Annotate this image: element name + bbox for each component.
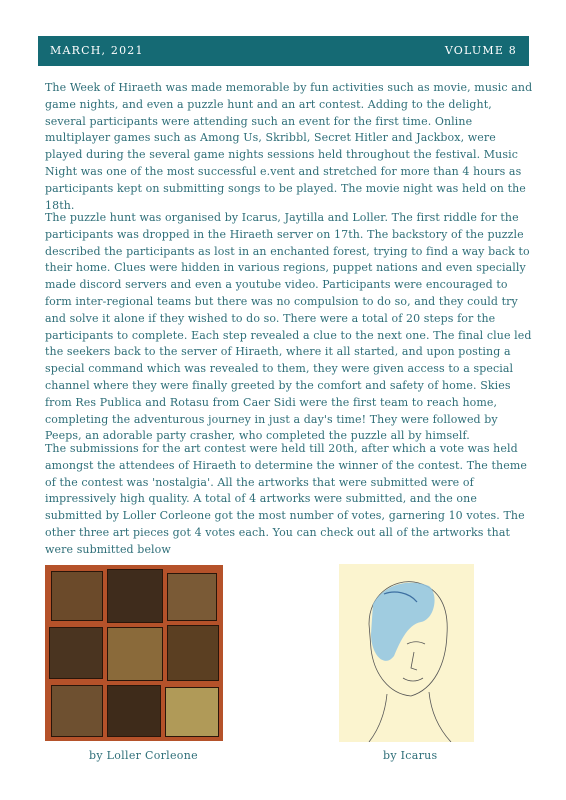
paragraph-events: The Week of Hiraeth was made memorable by fun activities such as movie, music and game nights, and even a puzzle hunt and an art contest. Adding to the delight, several participants were attending such an event for the first time. Online multiplayer games such as Among Us, Skribbl, Secret Hitler and Jackbox, were played during the several game nights sessions held throughout the festival. Music Night was one of the most successful e.vent and stretched for more than 4 hours as participants kept on submitting songs to be played. The movie night was held on the 18th. [45,81,533,212]
artwork-caption: by Icarus [383,749,438,762]
paragraph-art-contest: The submissions for the art contest were held till 20th, after which a vote was held amongst the attendees of Hiraeth to determine the winner of the contest. The theme of the contest was 'nostalgia'. All the artworks that were submitted were of impressively high quality. A total of 4 artworks were submitted, and the one submitted by Loller Corleone got the most number of votes, garnering 10 votes. The other three art pieces got 4 votes each. You can check out all of the artworks that were submitted below [45,442,527,556]
issue-date: MARCH, 2021 [50,44,144,57]
volume-number: VOLUME 8 [444,44,517,57]
newsletter-header [38,36,529,66]
paragraph-puzzle-hunt: The puzzle hunt was organised by Icarus, Jaytilla and Loller. The first riddle for the participants was dropped in the Hiraeth server on 17th. The backstory of the puzzle described the participants as lost in an enchanted forest, trying to find a way back to their home. Clues were hidden in various regions, puppet nations and even specially made discord servers and even a youtube video. Participants were encouraged to form inter-regional teams but there was no compulsion to do so, and they could try and solve it alone if they wished to do so. There were a total of 20 steps for the participants to complete. Each step revealed a clue to the next one. The final clue led the seekers back to the server of Hiraeth, where it all started, and upon posting a special command which was revealed to them, they were given access to a special channel where they were finally greeted by the comfort and safety of home. Skies from Res Publica and Rotasu from Caer Sidi were the first team to reach home, completing the adventurous journey in just a day's time! They were followed by Peeps, an adorable party crasher, who completed the puzzle all by himself. [45,211,532,443]
artwork-collage-image [45,565,223,741]
artwork-face-sketch-image [339,564,474,742]
artwork-caption: by Loller Corleone [89,749,198,762]
